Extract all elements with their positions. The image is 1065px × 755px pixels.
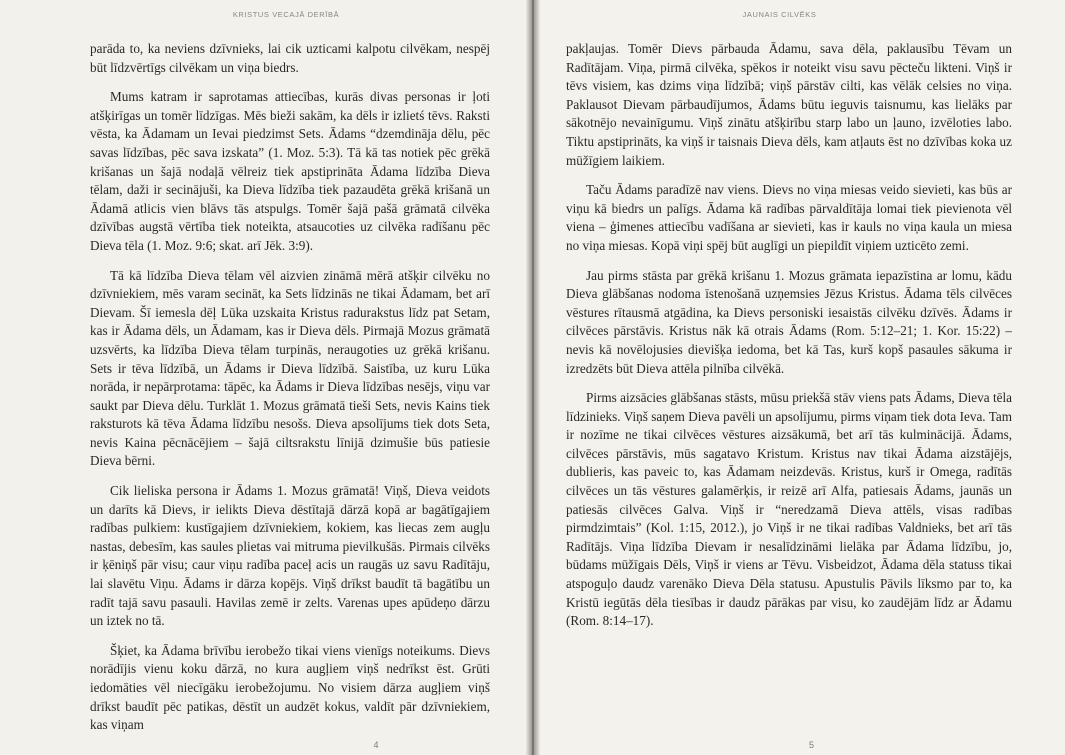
running-head-right: JAUNAIS CILVĒKS [742,10,817,19]
page-number-right: 5 [808,740,814,750]
paragraph: Cik lieliska persona ir Ādams 1. Mozus grāmatā! Viņš, Dieva veidots un darīts kā Dievs, ir ielikts Dieva dēstītajā dārzā kopā ar bagātīgajiem radības pulkiem: kustīgajiem dzīvniekiem, kokiem, kas liecas zem augļu nastas, debesīm, kas saules plietas vai mitruma pievilkušās. Pirmais cilvēks ir ķēniņš pār visu; caur viņu radība paceļ acis un raugās uz savu Radītāju, lai slavētu Viņu. Ādams ir dārza kopējs. Viņš drīkst baudīt tā bagātību un radīt tajā savu pasauli. Havilas zemē ir zelts. Varenas upes apūdeņo dārzu un iztek no tā. [90,483,490,629]
page-number-left: 4 [373,740,379,750]
paragraph: parāda to, ka neviens dzīvnieks, lai cik uzticami kalpotu cilvēkam, nespēj būt līdzvērtīgs cilvēkam un viņa biedrs. [90,41,490,75]
paragraph: pakļaujas. Tomēr Dievs pārbauda Ādamu, sava dēla, paklausību Tēvam un Radītājam. Viņa, pirmā cilvēka, spēkos ir noteikt visu savu pēcteču likteni. Viņš ir tēvs visiem, kas dzims viņa līdzībā; viņš pārstāv cilti, kas vēlāk celsies no viņa. Paklausot Dievam pārbaudījumos, Ādams būtu ieguvis taisnumu, kas lielāks par sākotnējo nevainīgumu. Viņš zinātu atšķirību starp labo un ļauno, izvēloties labo. Tiktu apstiprināts, ka viņš ir taisnais Dieva dēls, kam atļauts ēst no dzīvības koka uz mūžīgiem laikiem. [566,41,1012,168]
paragraph: Šķiet, ka Ādama brīvību ierobežo tikai viens vienīgs noteikums. Dievs norādījis vienu koku dārzā, no kura augļiem viņš nedrīkst ēst. Grūti iedomāties vēl niecīgāku ierobežojumu. No visiem dārza augļiem viņš drīkst baudīt pēc patikas, dēstīt un audzēt kokus, valdīt pār dzīvniekiem, kas viņam [90,642,490,733]
paragraph: Pirms aizsācies glābšanas stāsts, mūsu priekšā stāv viens pats Ādams, Dieva tēla līdzinieks. Viņš saņem Dieva pavēli un apsolījumu, pirms viņam tiek dota Ieva. Tam ir nozīme ne tikai cilvēces vēstures aizsākumā, bet arī tās kulmināciјā. Ādams, cilvēces pārstāvis, mūs sagatavo Kristum. Kristus nav tikai Ādama aizstājējs, dublieris, kas paveic to, kas Ādamam neizdevās. Kristus, kurš ir Omega, radītās cilvēces un tās vēstures galamērķis, ir reizē arī Alfa, patiesais Ādams, jaunās un patiesās cilvēces Galva. Viņš ir “neredzamā Dieva attēls, visas radības pirmdzimtais” (Kol. 1:15, 2012.), jo Viņš ir ne tikai radības Valdnieks, bet arī tās Radītājs. Viņa līdzība Dievam ir nesalīdzināmi lielāka par Ādama līdzību, jo, būdams mūžīgais Dēls, Viņš ir viens ar Tēvu. Visbeidzot, Ādama dēla statuss tikai atspoguļo daudz varenāko Dieva Dēla statusu. Apustulis Pāvils līksmo par to, ka Kristū iegūtās dēla tiesības ir daudz pārākas par visu, ko zaudējām līdz ar Ādamu (Rom. 8:14–17). [566,390,1012,629]
paragraph: Taču Ādams paradīzē nav viens. Dievs no viņa miesas veido sievieti, kas būs ar viņu kā biedrs un palīgs. Ādama kā radības pārvaldītāja lomai tiek pievienota vēl viena – ģimenes attiecību vadīšana ar sievieti, kas ir kauls no viņa kaula un miesa no viņa miesas. Kopā viņi spēj būt auglīgi un piepildīt viņiem uzticēto zemi. [566,182,1012,253]
right-body-text [566,40,1012,642]
paragraph: Jau pirms stāsta par grēkā krišanu 1. Mozus grāmata iepazīstina ar lomu, kādu Dieva glābšanas nodoma īstenošanā uzņemsies Jēzus Kristus. Ādama tēls cilvēces vēstures rītausmā atgādina, ka Dievs personiski iesaistās cilvēku dzīvēs. Ādams ir cilvēces pārstāvis. Kristus nāk kā otrais Ādams (Rom. 5:12–21; 1. Kor. 15:22) – nevis kā novēlojusies dievišķa iedoma, bet kā Tas, kurš kopš pasaules sākuma ir izredzēts būt Dieva attēla pilnība cilvēkā. [566,267,1012,376]
left-page [0,0,532,755]
left-body-text [90,40,490,746]
running-head-left: KRISTUS VECAJĀ DERĪBĀ [232,10,340,19]
right-page [534,0,1065,755]
paragraph: Tā kā līdzība Dieva tēlam vēl aizvien zināmā mērā atšķir cilvēku no dzīvniekiem, mēs varam secināt, ka Sets līdzinās ne tikai Ādamam, bet arī Dievam. Šī iemesla dēļ Lūka uzskaita Kristus radurakstus līdz pat Setam, kas ir Ādama dēls, un Ādamam, kas ir Dieva dēls. Pirmajā Mozus grāmatā uzsvērts, ka līdzība Dieva tēlam turpinās, neraugoties uz grēkā krišanu. Sets ir tēva līdzībā, un Ādams ir Dieva līdzībā. Saistība, uz kuru Lūka norāda, ir nepārprotama: tāpēc, ka Ādams ir Dieva līdzības nesējs, viņu var saukt par Dieva dēlu. Turklāt 1. Mozus grāmatā tieši Sets, nevis Kains tiek raksturots kā tēva Ādama līdzību nesošs. Dieva apsolījums tiek dots Setа, nevis Kaina pēcnācējiem – šajā ciltsrakstu līnijā dzimušie būs patiesie Dieva bērni. [90,267,490,469]
book-gutter [526,0,540,755]
paragraph: Mums katram ir saprotamas attiecības, kurās divas personas ir ļoti atšķirīgas un tomēr līdzīgas. Mēs bieži sakām, ka dēls ir izlietś tēvs. Raksti vēsta, ka Ādamam un Ievai piedzimst Sets. Ādams “dzemdināja dēlu, pēc savas līdzības, pēc sava izskata” (1. Moz. 5:3). Tā kā tas notiek pēc grēkā krišanas un šajā nodaļā vēlreiz tiek apstiprināta Ādama līdzība Dieva tēlam, daži ir secinājuši, ka Dieva līdzība tiek pazaudēta grēkā krišanā un Ādamā atlicis vien blāvs tās atspulgs. Tomēr šajā pašā grāmatā cilvēka dzīvības augstā vērtība tiek noteikta, atsaucoties uz cilvēka radīšanu pēc Dieva tēla (1. Moz. 9:6; skat. arī Jēk. 3:9). [90,89,490,253]
